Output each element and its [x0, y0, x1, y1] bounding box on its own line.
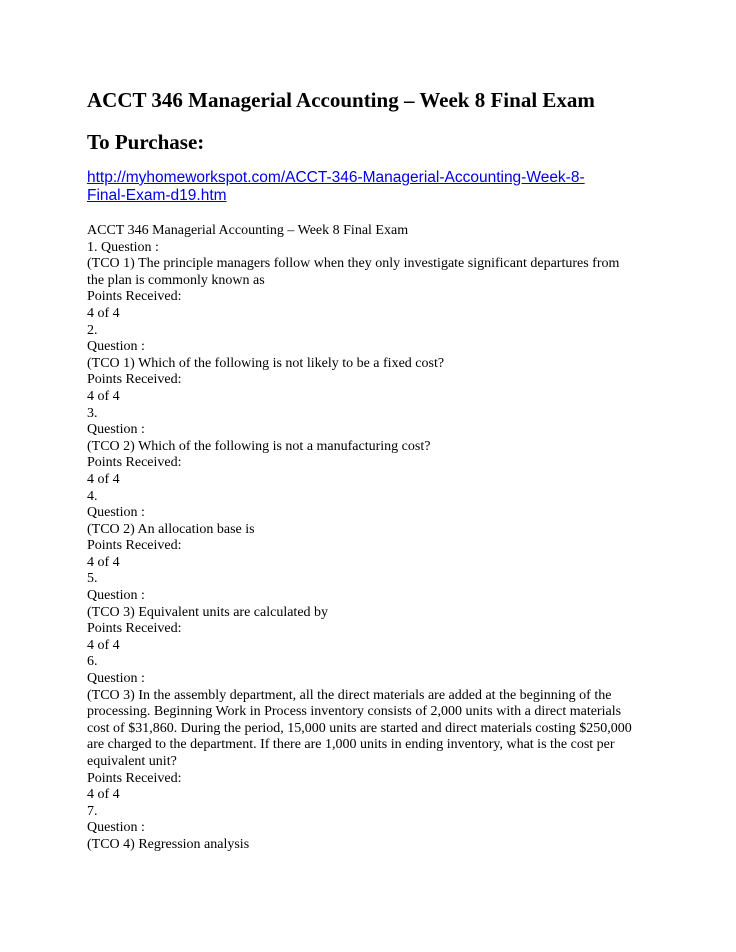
- exam-line: (TCO 4) Regression analysis: [87, 836, 250, 852]
- exam-line: Points Received:: [87, 289, 182, 305]
- exam-line: 4 of 4: [87, 305, 120, 321]
- exam-line: 4 of 4: [87, 787, 120, 803]
- exam-line: equivalent unit?: [87, 754, 177, 769]
- exam-line: Points Received:: [87, 770, 182, 786]
- exam-line: Question :: [87, 588, 145, 604]
- exam-line: 3.: [87, 405, 98, 421]
- exam-line: Points Received:: [87, 538, 182, 554]
- exam-line: 4.: [87, 488, 98, 504]
- exam-line: Points Received:: [87, 621, 182, 637]
- exam-line: cost of $31,860. During the period, 15,000 units are started and direct materials costing $250,000: [87, 720, 632, 736]
- exam-line: Question :: [87, 820, 145, 836]
- exam-line: 6.: [87, 654, 98, 670]
- exam-line: 4 of 4: [87, 471, 120, 487]
- exam-line: 1. Question :: [87, 239, 159, 255]
- exam-line: processing. Beginning Work in Process inventory consists of 2,000 units with a direct materials: [87, 704, 622, 720]
- exam-line: (TCO 2) Which of the following is not a manufacturing cost?: [87, 438, 431, 454]
- exam-line: (TCO 2) An allocation base is: [87, 521, 255, 537]
- exam-line: Question :: [87, 422, 145, 438]
- purchase-link-line-1[interactable]: http://myhomeworkspot.com/ACCT-346-Managerial-Accounting-Week-8-: [87, 169, 585, 186]
- exam-line: Points Received:: [87, 455, 182, 471]
- exam-line: Question :: [87, 671, 145, 687]
- exam-line: 7.: [87, 803, 98, 819]
- page-title: ACCT 346 Managerial Accounting – Week 8 Final Exam: [87, 88, 595, 112]
- exam-line: (TCO 3) In the assembly department, all the direct materials are added at the beginning of the: [87, 687, 612, 703]
- exam-line: ACCT 346 Managerial Accounting – Week 8 Final Exam: [87, 223, 409, 238]
- purchase-heading: To Purchase:: [87, 130, 205, 154]
- document-page: [87, 88, 667, 854]
- exam-line: (TCO 1) Which of the following is not likely to be a fixed cost?: [87, 355, 445, 371]
- exam-line: the plan is commonly known as: [87, 272, 265, 288]
- purchase-link-line-2[interactable]: Final-Exam-d19.htm: [87, 187, 227, 204]
- exam-line: 4 of 4: [87, 554, 120, 570]
- exam-line: 5.: [87, 571, 98, 587]
- purchase-link[interactable]: [87, 169, 667, 205]
- exam-line: (TCO 3) Equivalent units are calculated by: [87, 604, 329, 620]
- exam-line: Question :: [87, 505, 145, 521]
- exam-line: 2.: [87, 322, 98, 338]
- exam-line: Question :: [87, 339, 145, 355]
- exam-line: 4 of 4: [87, 637, 120, 653]
- exam-content: [87, 223, 667, 854]
- exam-line: 4 of 4: [87, 388, 120, 404]
- exam-line: Points Received:: [87, 372, 182, 388]
- exam-line: (TCO 1) The principle managers follow when they only investigate significant departures from: [87, 256, 620, 272]
- exam-line: are charged to the department. If there are 1,000 units in ending inventory, what is the cost per: [87, 737, 615, 753]
